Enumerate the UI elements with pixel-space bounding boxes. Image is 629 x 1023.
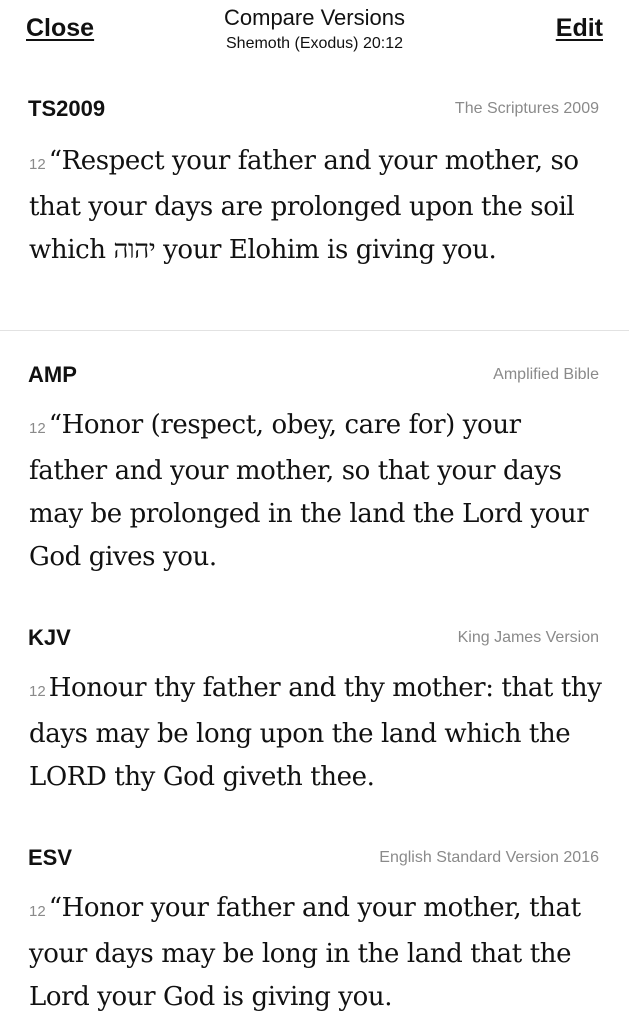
version-header	[0, 625, 629, 655]
version-card-kjv[interactable]	[0, 625, 629, 805]
verse-number: 12	[29, 903, 46, 920]
version-full-name: Amplified Bible	[493, 366, 599, 383]
version-card-ts2009[interactable]	[0, 96, 629, 326]
verse-text: “Honor your father and your mother, that your days may be long in the land that the Lord your God is giving you.	[29, 893, 581, 1012]
version-card-amp[interactable]	[0, 362, 629, 582]
verse-text: “Respect your father and your mother, so that your days are prolonged upon the soil which יהוה your Elohim is giving you.	[29, 146, 579, 265]
version-abbreviation: ESV	[28, 845, 73, 870]
version-full-name: King James Version	[457, 629, 599, 646]
edit-button[interactable]: Edit	[555, 14, 603, 42]
verse-text-block	[29, 887, 603, 1019]
version-header	[0, 96, 629, 126]
version-full-name: The Scriptures 2009	[454, 100, 599, 117]
divider	[0, 330, 629, 331]
version-header	[0, 362, 629, 392]
version-card-esv[interactable]	[0, 845, 629, 1023]
verse-text: “Honor (respect, obey, care for) your father and your mother, so that your days may be prolonged in the land the Lord your God gives you.	[29, 410, 589, 572]
version-abbreviation: KJV	[28, 625, 71, 650]
verse-text-block	[29, 667, 603, 799]
verse-text-block	[29, 404, 603, 579]
version-header	[0, 845, 629, 875]
version-full-name: English Standard Version 2016	[379, 849, 599, 866]
verse-text-block	[29, 140, 603, 272]
version-abbreviation: AMP	[28, 362, 77, 387]
version-abbreviation: TS2009	[28, 96, 106, 121]
verse-text: Honour thy father and thy mother: that thy days may be long upon the land which the LORD thy God giveth thee.	[29, 673, 602, 792]
close-button[interactable]: Close	[26, 14, 95, 42]
header-bar	[0, 0, 629, 70]
verse-number: 12	[29, 683, 46, 700]
verse-number: 12	[29, 156, 46, 173]
passage-reference: Shemoth (Exodus) 20:12	[226, 35, 403, 52]
verse-number: 12	[29, 420, 46, 437]
page-title: Compare Versions	[224, 5, 405, 30]
